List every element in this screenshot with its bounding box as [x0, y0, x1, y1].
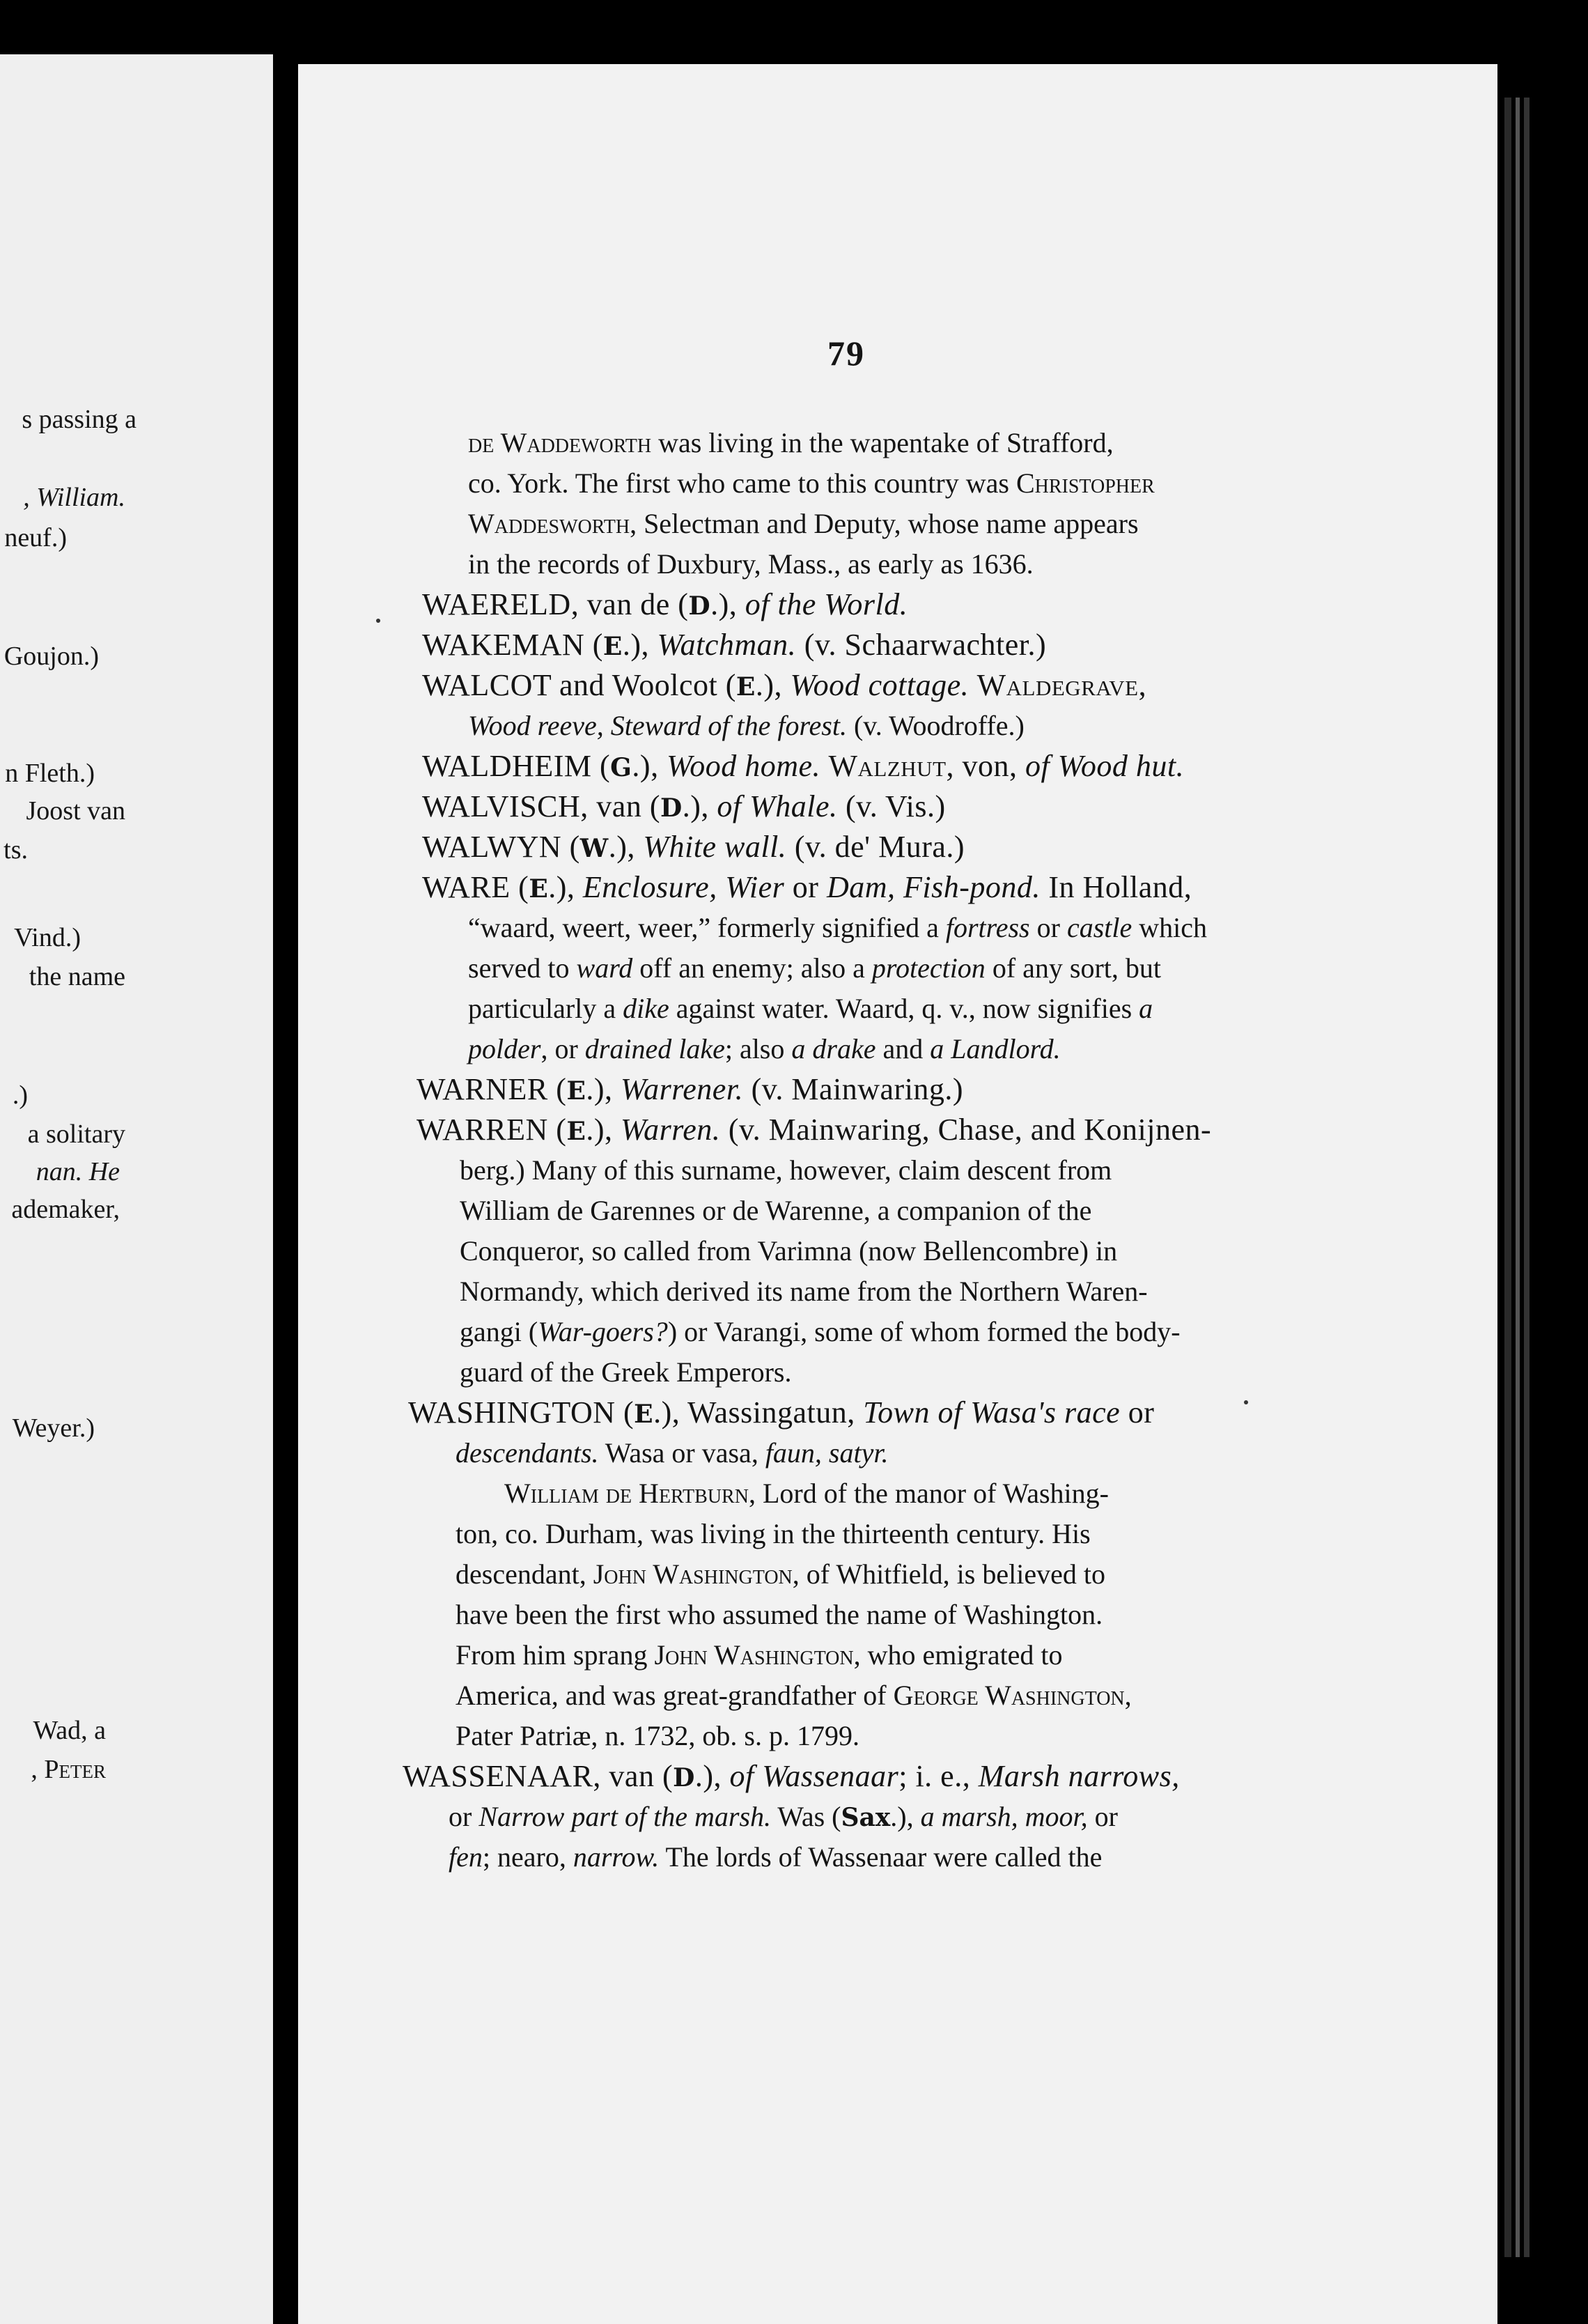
left-line: n Fleth.) [5, 759, 95, 788]
body-text-line [456, 1516, 1091, 1552]
text-run: WASHINGTON [408, 1395, 616, 1430]
italic-text: Wood reeve, Steward of the forest. [468, 710, 847, 741]
body-text-line [504, 1475, 1109, 1512]
italic-text: a marsh, moor, [920, 1801, 1088, 1832]
text-run: Pater Patriæ, n. 1732, ob. s. p. 1799. [456, 1720, 859, 1751]
body-text-line [449, 1839, 1102, 1875]
page-edge [1504, 98, 1511, 2257]
left-line: a solitary [27, 1120, 125, 1149]
entry-headword-line [422, 627, 1046, 665]
left-line: nan. He [36, 1157, 120, 1186]
italic-text: faun, satyr. [765, 1437, 889, 1469]
body-text-line [468, 506, 1139, 542]
text-run: WARREN [417, 1113, 548, 1147]
text-run: descendant, [456, 1558, 593, 1590]
body-text-line [456, 1435, 889, 1471]
text-run: , of Whitfield, is believed to [792, 1558, 1105, 1590]
text-run: or [1029, 912, 1067, 943]
language-abbrev: W [579, 834, 609, 863]
text-run: ( [547, 1072, 567, 1106]
left-line: .) [12, 1080, 28, 1110]
book-gutter [273, 0, 298, 2324]
text-run: of any sort, but [985, 952, 1161, 984]
text-run: WALVISCH [422, 789, 581, 823]
language-abbrev: E [529, 874, 549, 904]
text-run: (v. Schaarwachter.) [796, 628, 1047, 662]
text-run: was living in the wapentake of Strafford, [651, 427, 1114, 458]
italic-text: Warrener. [621, 1072, 744, 1106]
italic-text: castle [1066, 912, 1132, 943]
text-run: WAKEMAN [422, 628, 585, 662]
text-run: John Washington [654, 1639, 854, 1671]
entry-headword-line [422, 789, 946, 826]
text-run: , Lord of the manor of Washing- [748, 1478, 1109, 1509]
body-text-line [456, 1678, 1132, 1714]
text-run: George Washington [893, 1680, 1125, 1711]
left-line: Joost van [26, 796, 125, 826]
italic-text: ward [576, 952, 633, 984]
italic-text: narrow. [573, 1841, 660, 1873]
text-run: John Washington [593, 1558, 793, 1590]
text-run: in the records of Duxbury, Mass., as early as 1636. [468, 548, 1034, 580]
text-run [969, 668, 977, 702]
body-text-line [456, 1718, 859, 1754]
text-run: The lords of Wassenaar were called the [659, 1841, 1103, 1873]
text-run: WASSENAAR [403, 1759, 593, 1793]
page-edge [1516, 98, 1520, 2257]
text-run: co. York. The first who came to this country was [468, 467, 1016, 499]
language-abbrev: E [566, 1117, 586, 1146]
language-abbrev: E [634, 1400, 654, 1429]
text-run: guard of the Greek Emperors. [460, 1356, 792, 1388]
text-run: ( [615, 1395, 635, 1430]
text-run: or [1120, 1395, 1155, 1430]
italic-text: Dam, Fish-pond. [826, 870, 1041, 904]
body-text-line [460, 1354, 791, 1390]
italic-text: Wood cottage. [790, 668, 970, 702]
entry-headword-line [403, 1758, 1180, 1796]
text-run: ; also [724, 1033, 792, 1064]
text-run: Waldegrave, [976, 668, 1147, 702]
text-run: Wasa or vasa, [598, 1437, 765, 1469]
text-run: or [449, 1801, 479, 1832]
body-text-line [449, 1799, 1118, 1836]
text-run: have been the first who assumed the name of Washington. [456, 1599, 1103, 1630]
text-run: Walzhut [828, 749, 947, 783]
text-run: ( [584, 628, 603, 662]
entry-headword-line [422, 869, 1192, 907]
italic-text: dike [623, 993, 669, 1024]
text-run: In Holland, [1040, 870, 1192, 904]
entry-headword-line [422, 829, 965, 867]
italic-text: Narrow part of the marsh. [478, 1801, 772, 1832]
text-run: , van ( [593, 1759, 674, 1793]
text-run: “waard, weert, weer,” formerly signified a [468, 912, 946, 943]
text-run: (v. Mainwaring, Chase, and Konijnen- [720, 1113, 1212, 1147]
language-abbrev: E [735, 672, 756, 702]
language-abbrev: Sax [841, 1803, 891, 1832]
page-number: 79 [827, 334, 865, 373]
text-run: .), [586, 1113, 621, 1147]
italic-text: fortress [945, 912, 1030, 943]
text-run: .), [586, 1072, 621, 1106]
body-text-line [460, 1273, 1148, 1310]
text-run: Conqueror, so called from Varimna (now Bellencombre) in [460, 1235, 1118, 1266]
text-run: or [784, 870, 827, 904]
text-run: against water. Waard, q. v., now signifies [669, 993, 1139, 1024]
body-text-line [468, 425, 1114, 461]
text-run: WARNER [417, 1072, 548, 1106]
entry-headword-line [417, 1071, 963, 1109]
italic-text: fen [449, 1841, 483, 1873]
text-run: gangi ( [460, 1316, 538, 1347]
body-text-line [460, 1152, 1112, 1188]
text-run: ( [510, 870, 529, 904]
text-run: .), [890, 1801, 921, 1832]
text-run: Was ( [771, 1801, 841, 1832]
text-run: , or [540, 1033, 585, 1064]
left-line: Goujon.) [3, 642, 99, 671]
text-run: served to [468, 952, 577, 984]
text-run: ( [561, 830, 580, 864]
text-run: .), [755, 668, 791, 702]
left-line: ademaker, [11, 1195, 120, 1224]
left-line: the name [29, 962, 125, 991]
text-run: Christopher [1015, 467, 1155, 499]
language-abbrev: D [688, 591, 711, 621]
text-run: .), [548, 870, 583, 904]
language-abbrev: E [602, 632, 623, 661]
italic-text: a Landlord. [930, 1033, 1061, 1064]
body-text-line [468, 708, 1025, 744]
body-text-line [468, 465, 1155, 502]
body-text-line [456, 1556, 1105, 1593]
text-run: , who emigrated to [853, 1639, 1063, 1671]
margin-mark [1244, 1400, 1248, 1404]
text-run: and [875, 1033, 931, 1064]
italic-text: of Wood hut. [1025, 749, 1185, 783]
text-run: ( [547, 1113, 567, 1147]
entry-headword-line [408, 1395, 1154, 1432]
body-text-line [456, 1637, 1063, 1673]
language-abbrev: G [610, 753, 632, 782]
italic-text: protection [871, 952, 986, 984]
text-run: de Waddeworth [468, 427, 652, 458]
text-run: berg.) Many of this surname, however, claim descent from [460, 1154, 1112, 1186]
left-line: Weyer.) [12, 1413, 95, 1443]
text-run: ) or Varangi, some of whom formed the body- [667, 1316, 1181, 1347]
body-text-line [468, 950, 1161, 986]
text-run: , Selectman and Deputy, whose name appears [630, 508, 1139, 539]
italic-text: polder [468, 1033, 541, 1064]
body-text-line [456, 1597, 1103, 1633]
left-line: neuf.) [4, 523, 67, 552]
language-abbrev: D [673, 1763, 695, 1792]
text-run: (v. Vis.) [837, 789, 946, 823]
italic-text: of Wassenaar [729, 1759, 899, 1793]
text-run: which [1132, 912, 1208, 943]
text-run: WAERELD [422, 587, 571, 621]
italic-text: of Whale. [717, 789, 838, 823]
text-run: WALWYN [422, 830, 562, 864]
body-text-line [468, 1031, 1061, 1067]
left-line: s passing a [22, 405, 137, 434]
italic-text: Warren. [621, 1113, 721, 1147]
text-run: particularly a [468, 993, 623, 1024]
text-run: and Woolcot ( [551, 668, 736, 702]
text-run: .), [694, 1759, 730, 1793]
body-text-line [468, 910, 1207, 946]
text-run: ( [591, 749, 611, 783]
italic-text: War-goers? [538, 1316, 668, 1347]
italic-text: Town of Wasa's race [863, 1395, 1121, 1430]
left-line: , William. [23, 483, 125, 512]
italic-text: Marsh narrows, [978, 1759, 1180, 1793]
page-edge [1524, 98, 1529, 2257]
italic-text: a drake [791, 1033, 876, 1064]
text-run: .), Wassingatun, [653, 1395, 864, 1430]
text-run: (v. de' Mura.) [786, 830, 965, 864]
text-run: off an enemy; also a [632, 952, 872, 984]
left-line: Vind.) [14, 923, 81, 952]
text-run: ton, co. Durham, was living in the thirteenth century. His [456, 1518, 1091, 1549]
left-line: , Peter [31, 1755, 106, 1784]
text-run: Waddesworth [468, 508, 630, 539]
text-run: .), [622, 628, 657, 662]
italic-text: Watchman. [657, 628, 797, 662]
italic-text: White wall. [643, 830, 787, 864]
italic-text: Enclosure, Wier [582, 870, 785, 904]
text-run: ; nearo, [482, 1841, 573, 1873]
body-text-line [468, 546, 1034, 582]
body-text-line [468, 991, 1153, 1027]
text-run: WARE [422, 870, 511, 904]
text-run: , [1124, 1680, 1132, 1711]
text-run: .), [608, 830, 644, 864]
text-run: .), [682, 789, 717, 823]
body-text-line [460, 1233, 1117, 1269]
text-run: WALCOT [422, 668, 552, 702]
language-abbrev: D [660, 793, 683, 823]
italic-text: descendants. [456, 1437, 599, 1469]
text-run: (v. Mainwaring.) [743, 1072, 964, 1106]
italic-text: of the World. [745, 587, 908, 621]
left-line: Wad, a [33, 1716, 106, 1745]
text-run: , von, [946, 749, 1025, 783]
text-run: .), [710, 587, 745, 621]
entry-headword-line [422, 748, 1184, 786]
margin-mark [376, 619, 380, 623]
text-run: , van de ( [570, 587, 689, 621]
italic-text: drained lake [584, 1033, 725, 1064]
text-run: (v. Woodroffe.) [846, 710, 1025, 741]
text-run: Normandy, which derived its name from the Northern Waren- [460, 1276, 1148, 1307]
italic-text: a [1139, 993, 1153, 1024]
text-run: From him sprang [456, 1639, 655, 1671]
text-run: ; i. e., [898, 1759, 979, 1793]
entry-headword-line [422, 587, 908, 624]
text-run: WALDHEIM [422, 749, 592, 783]
text-run [820, 749, 829, 783]
body-text-line [460, 1193, 1091, 1229]
text-run: , van ( [580, 789, 660, 823]
entry-headword-line [417, 1112, 1211, 1149]
italic-text: Wood home. [667, 749, 820, 783]
text-run: or [1087, 1801, 1118, 1832]
body-text-line [460, 1314, 1181, 1350]
left-page-fragment [0, 54, 273, 2324]
entry-headword-line [422, 667, 1146, 705]
left-line: ts. [3, 835, 28, 865]
text-run: .), [632, 749, 667, 783]
text-run: William de Garennes or de Warenne, a companion of the [460, 1195, 1092, 1226]
text-run: America, and was great-grandfather of [456, 1680, 894, 1711]
text-run: William de Hertburn [504, 1478, 749, 1509]
language-abbrev: E [566, 1076, 586, 1106]
